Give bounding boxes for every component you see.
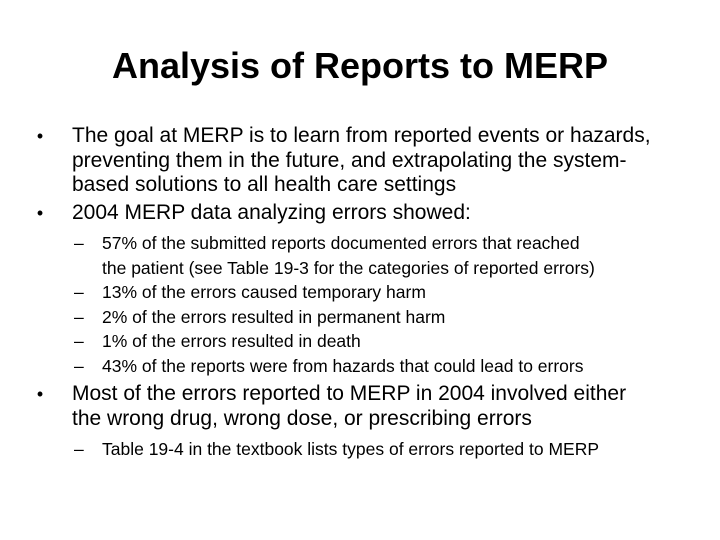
sub-bullet-line: 13% of the errors caused temporary harm	[102, 282, 426, 302]
sub-bullet-line: 2% of the errors resulted in permanent harm	[102, 306, 446, 327]
dash-icon: –	[74, 306, 84, 327]
sub-bullet-line: the patient (see Table 19-3 for the categories of reported errors)	[102, 257, 595, 278]
bullet-icon: •	[36, 202, 44, 223]
bullet-line: 2004 MERP data analyzing errors showed:	[72, 200, 471, 224]
bullet-icon: •	[36, 384, 44, 404]
bullet-item-2004-data	[36, 200, 672, 226]
sub-bullet-line: 1% of the errors resulted in death	[102, 331, 361, 351]
bullet-line: based solutions to all health care settings	[72, 173, 457, 196]
sub-bullet-57-percent	[74, 231, 682, 280]
sub-bullet-2-percent	[74, 305, 682, 330]
bullet-icon: •	[36, 126, 44, 146]
sub-bullet-13-percent	[74, 280, 682, 305]
bullet-line: the wrong drug, wrong dose, or prescribing errors	[72, 406, 532, 430]
slide-title: Analysis of Reports to MERP	[111, 45, 609, 86]
sub-bullet-line: 57% of the submitted reports documented errors that reached	[102, 233, 580, 253]
dash-icon: –	[74, 282, 84, 302]
bullet-line: preventing them in the future, and extrapolating the system-	[72, 148, 627, 172]
sub-bullet-table-19-4	[74, 437, 682, 462]
sub-bullet-line: 43% of the reports were from hazards that could lead to errors	[102, 355, 584, 376]
sub-bullet-line: Table 19-4 in the textbook lists types of errors reported to MERP	[102, 439, 600, 459]
slide-body	[0, 124, 720, 462]
dash-icon: –	[74, 355, 84, 376]
dash-icon: –	[74, 233, 84, 253]
dash-icon: –	[74, 439, 84, 459]
sub-bullet-1-percent	[74, 329, 682, 354]
dash-icon: –	[74, 331, 84, 351]
bullet-item-most-errors	[36, 382, 672, 431]
bullet-item-goal	[36, 124, 672, 198]
sub-bullet-43-percent	[74, 354, 682, 379]
bullet-line: Most of the errors reported to MERP in 2004 involved either	[72, 382, 627, 405]
bullet-line: The goal at MERP is to learn from reported events or hazards,	[72, 124, 651, 147]
